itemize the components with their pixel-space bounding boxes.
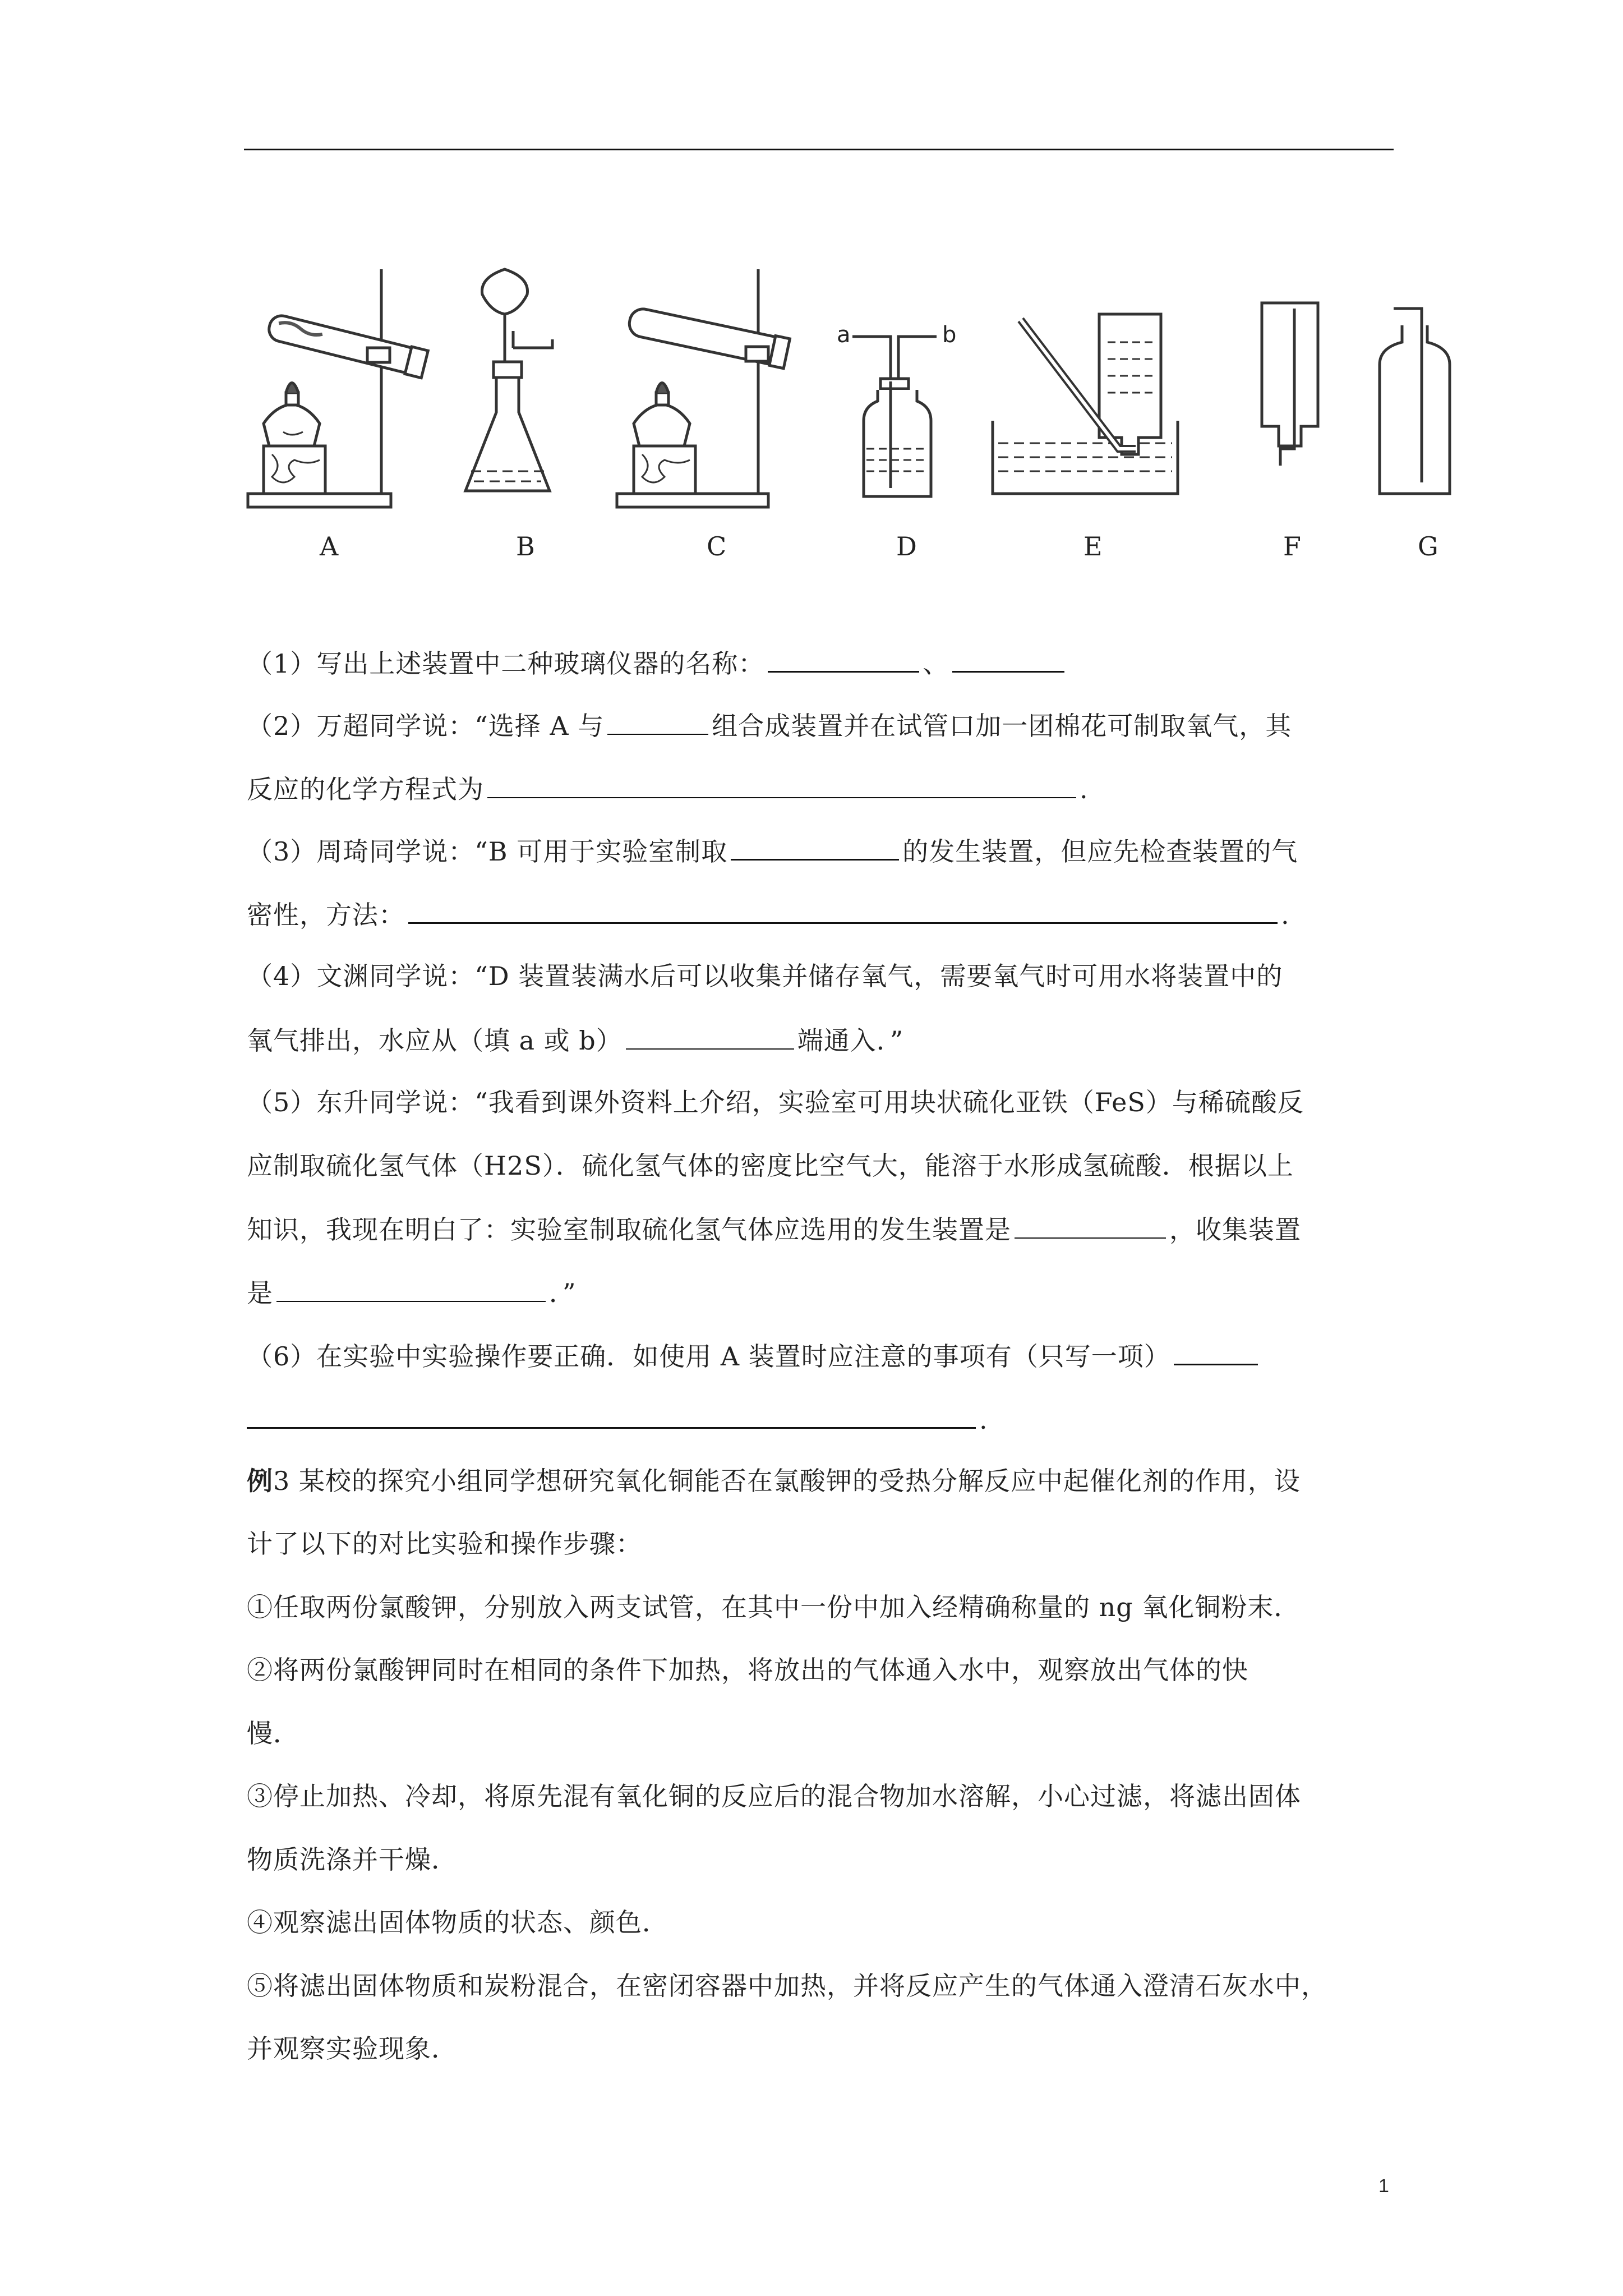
question-3-line-2: 密性，方法： . [247, 896, 1290, 932]
question-6-line-1: （6）在实验中实验操作要正确．如使用 A 装置时应注意的事项有（只写一项） [247, 1338, 1261, 1373]
step-3-line-2: 物质洗涤并干燥． [247, 1844, 458, 1875]
apparatus-figure [241, 264, 1475, 567]
page-number: 1 [1378, 2175, 1389, 2197]
answer-blank[interactable] [1015, 1212, 1166, 1239]
label-a: A [320, 531, 339, 562]
apparatus-d [837, 322, 956, 496]
answer-blank[interactable] [276, 1275, 546, 1302]
port-a-label: a [837, 322, 851, 348]
step-5-line-1: ⑤将滤出固体物质和炭粉混合，在密闭容器中加热，并将反应产生的气体通入澄清石灰水中， [247, 1971, 1327, 2001]
answer-blank[interactable] [768, 645, 919, 673]
question-3-line-1: （3）周琦同学说：“B 可用于实验室制取 的发生装置，但应先检查装置的气 [247, 833, 1298, 868]
label-f: F [1283, 531, 1301, 562]
answer-blank[interactable] [408, 896, 1278, 924]
answer-blank[interactable] [1174, 1338, 1258, 1365]
apparatus-f [1262, 303, 1318, 466]
question-4-line-2: 氧气排出，水应从（填 a 或 b） 端通入．” [247, 1023, 903, 1057]
question-2-line-2: 反应的化学方程式为 . [247, 771, 1089, 806]
question-6-line-2: . [247, 1401, 988, 1437]
question-5-line-1: （5）东升同学说：“我看到课外资料上介绍，实验室可用块状硫化亚铁（FeS）与稀硫酸反 [247, 1087, 1304, 1117]
apparatus-c [617, 269, 790, 507]
question-5-line-2: 应制取硫化氢气体（H2S）．硫化氢气体的密度比空气大，能溶于水形成氢硫酸．根据以上 [247, 1151, 1294, 1181]
apparatus-e [993, 314, 1178, 494]
port-b-label: b [942, 322, 957, 348]
apparatus-a [248, 269, 428, 507]
apparatus-g [1380, 309, 1450, 494]
answer-blank[interactable] [607, 708, 708, 735]
answer-blank[interactable] [487, 771, 1076, 798]
step-5-line-2: 并观察实验现象． [247, 2033, 458, 2064]
question-5-line-3: 知识，我现在明白了：实验室制取硫化氢气体应选用的发生装置是 ，收集装置 [247, 1212, 1301, 1246]
answer-blank[interactable] [731, 833, 899, 861]
step-1: ①任取两份氯酸钾，分别放入两支试管，在其中一份中加入经精确称量的 ng 氧化铜粉末． [247, 1592, 1301, 1622]
apparatus-b [465, 269, 552, 491]
step-4: ④观察滤出固体物质的状态、颜色． [247, 1907, 668, 1938]
question-2-line-1: （2）万超同学说：“选择 A 与 组合成装置并在试管口加一团棉花可制取氧气，其 [247, 708, 1292, 743]
example-3-line-2: 计了以下的对比实验和操作步骤： [247, 1529, 642, 1559]
question-4-line-1: （4）文渊同学说：“D 装置装满水后可以收集并储存氧气，需要氧气时可用水将装置中的 [247, 961, 1283, 991]
answer-blank[interactable] [952, 645, 1064, 673]
question-1: （1）写出上述装置中二种玻璃仪器的名称： 、 [247, 645, 1068, 680]
step-2-line-2: 慢． [247, 1718, 299, 1749]
answer-blank[interactable] [626, 1023, 794, 1050]
label-g: G [1418, 531, 1438, 562]
label-b: B [516, 531, 535, 562]
label-c: C [707, 531, 727, 562]
label-e: E [1083, 531, 1103, 562]
example-3-line-1: 例3 某校的探究小组同学想研究氧化铜能否在氯酸钾的受热分解反应中起催化剂的作用，设 [247, 1466, 1301, 1496]
example-label: 例 [247, 1466, 273, 1496]
answer-blank[interactable] [247, 1401, 976, 1429]
header-rule [244, 149, 1394, 150]
question-5-line-4: 是 ．” [247, 1275, 577, 1310]
step-3-line-1: ③停止加热、冷却，将原先混有氧化铜的反应后的混合物加水溶解，小心过滤，将滤出固体 [247, 1781, 1301, 1811]
label-d: D [896, 531, 917, 562]
step-2-line-1: ②将两份氯酸钾同时在相同的条件下加热，将放出的气体通入水中，观察放出气体的快 [247, 1655, 1248, 1685]
